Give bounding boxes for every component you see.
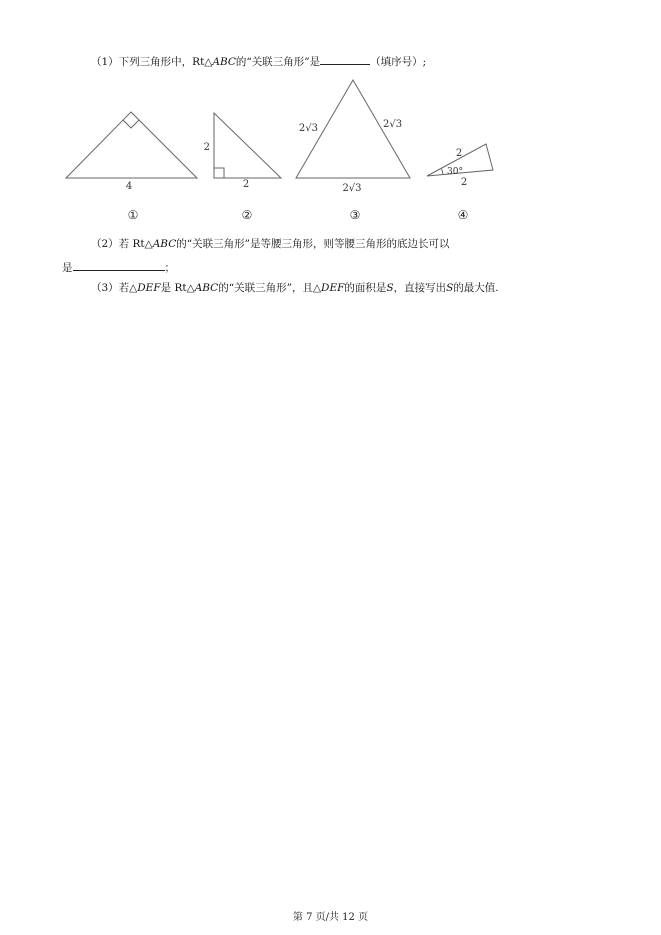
- q3-triangle-3: DEF: [321, 282, 345, 294]
- q3-variable-s-2: S: [446, 282, 454, 294]
- question-1: [91, 53, 426, 69]
- q1-triangle-name: ABC: [212, 56, 236, 68]
- q3-mid-3: 的面积是: [344, 282, 387, 294]
- q3-mid-1: 是 Rt△: [160, 282, 195, 294]
- figure-3-number: ③: [349, 208, 361, 222]
- figure-1-triangle: [66, 112, 197, 178]
- q2-text: 的“关联三角形”是等腰三角形，则等腰三角形的底边长可以: [176, 238, 450, 250]
- figure-4-angle-label: 30°: [447, 167, 463, 177]
- figure-2: [214, 113, 281, 178]
- q3-suffix: 的最大值.: [453, 282, 499, 294]
- q1-answer-blank[interactable]: [320, 53, 370, 65]
- page-footer: 第 7 页/共 12 页: [292, 912, 369, 923]
- q3-triangle-2: ABC: [194, 282, 219, 294]
- q2-answer-blank[interactable]: [73, 259, 165, 271]
- figure-2-bottom-label: 2: [242, 179, 250, 190]
- figure-3-left-label: 2√3: [298, 123, 318, 134]
- q2-line2-suffix: ；: [164, 262, 175, 274]
- q2-triangle-name: ABC: [152, 238, 177, 250]
- figure-1-bottom-label: 4: [125, 181, 133, 192]
- q2-line2-prefix: 是: [62, 262, 73, 274]
- figure-2-right-angle-mark: [214, 168, 224, 178]
- q1-prefix: （1）下列三角形中，Rt△: [91, 56, 213, 68]
- figure-2-number: ②: [241, 208, 253, 222]
- q3-mid-4: ，直接写出: [393, 282, 447, 294]
- q1-middle: 的“关联三角形”是: [235, 56, 321, 68]
- q3-mid-2: 的“关联三角形”，且△: [218, 282, 322, 294]
- figure-4-angle-arc: [442, 169, 444, 175]
- triangle-figures: [0, 70, 661, 230]
- question-2: [91, 237, 450, 251]
- q2-prefix: （2）若 Rt△: [91, 238, 153, 250]
- q3-prefix: （3）若△: [91, 282, 138, 294]
- q3-variable-s-1: S: [386, 282, 394, 294]
- figure-4-top-label: 2: [455, 148, 463, 159]
- question-2-line-2: [62, 259, 175, 275]
- figure-2-left-label: 2: [203, 142, 210, 153]
- figure-1-right-angle-mark: [123, 120, 139, 128]
- figure-4-number: ④: [457, 208, 469, 222]
- figure-3-bottom-label: 2√3: [342, 183, 362, 194]
- figure-1-number: ①: [127, 208, 139, 222]
- figure-4-bottom-label: 2: [460, 177, 468, 188]
- q1-suffix: （填序号）;: [370, 56, 427, 68]
- question-3: [91, 281, 499, 295]
- figure-3-right-label: 2√3: [383, 119, 403, 130]
- figure-1: [66, 112, 197, 178]
- q3-triangle-1: DEF: [137, 282, 161, 294]
